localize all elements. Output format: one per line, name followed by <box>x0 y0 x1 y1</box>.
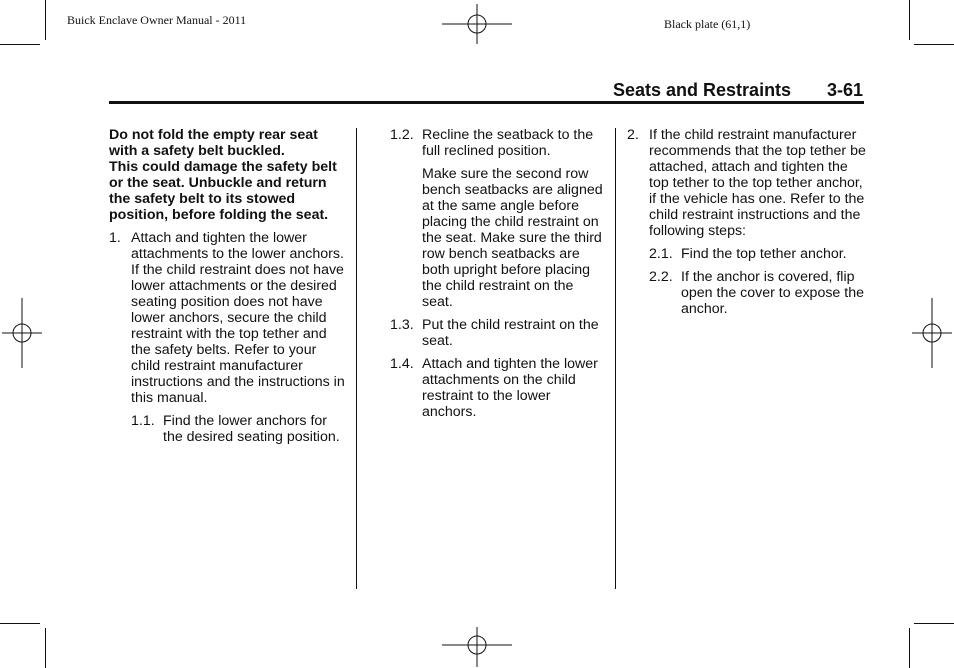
column-divider-1 <box>356 128 357 589</box>
step-number: 2. <box>627 127 639 143</box>
plate-label: Black plate (61,1) <box>664 17 751 31</box>
step-1-1 <box>131 413 349 445</box>
manual-title: Buick Enclave Owner Manual - 2011 <box>67 13 247 27</box>
crop-mark-bottom-right-v <box>909 628 910 668</box>
crop-mark-top-right-h <box>914 44 954 45</box>
warning-heading: Do not fold the empty rear seat with a safety belt buckled. <box>109 127 318 159</box>
step-text: Attach and tighten the lower attachments on the child restraint to the lower anchors. <box>422 356 598 420</box>
crop-mark-top-left-h <box>0 44 40 45</box>
step-text: If the child restraint manufacturer recommends that the top tether be attached, attach and tighten the top tether to the top tether anchor, if the vehicle has one. Refer to the child restraint instructions and the following steps: <box>649 127 866 239</box>
step-number: 2.1. <box>649 246 673 262</box>
crop-mark-bottom-left-h <box>0 623 40 624</box>
step-text: Find the lower anchors for the desired seating position. <box>163 413 340 445</box>
step-number: 1.3. <box>390 317 414 333</box>
column-2 <box>390 127 608 420</box>
page-number: 3-61 <box>827 80 864 100</box>
step-2-1 <box>649 246 867 262</box>
column-3 <box>627 127 867 317</box>
step-text: Recline the seatback to the full reclined position. <box>422 127 594 159</box>
step-text: Attach and tighten the lower attachments to the lower anchors. If the child restraint does not have lower attachments or the desired seating position does not have lower anchors, secure the child restraint with the top tether and the safety belts. Refer to your child restraint manufacturer instructions and the instructions in this manual. <box>131 230 345 406</box>
step-text: If the anchor is covered, flip open the cover to expose the anchor. <box>681 269 864 317</box>
header-rule <box>109 101 864 104</box>
crop-mark-bottom-right-h <box>914 623 954 624</box>
step-number: 1.4. <box>390 356 414 372</box>
step-1-4 <box>390 356 608 420</box>
warning-body: This could damage the safety belt or the seat. Unbuckle and return the safety belt to its stowed position, before folding the seat. <box>109 159 337 223</box>
step-1-2 <box>390 127 608 310</box>
step-2-2 <box>649 269 867 317</box>
registration-mark-left-icon <box>2 298 42 368</box>
registration-mark-bottom-icon <box>442 627 512 667</box>
step-note: Make sure the second row bench seatbacks are aligned at the same angle before placing the child restraint on the seat. Make sure the third row bench seatbacks are both upright before placing the child restraint on the seat. <box>422 166 603 310</box>
column-1 <box>109 127 349 445</box>
step-text: Find the top tether anchor. <box>681 246 847 262</box>
crop-mark-top-left-v <box>45 0 46 40</box>
section-title: Seats and Restraints <box>613 80 792 100</box>
crop-mark-top-right-v <box>909 0 910 40</box>
crop-mark-bottom-left-v <box>45 628 46 668</box>
column-divider-2 <box>615 128 616 589</box>
step-number: 2.2. <box>649 269 673 285</box>
step-number: 1.2. <box>390 127 414 143</box>
step-number: 1. <box>109 230 121 246</box>
step-2 <box>627 127 867 239</box>
step-number: 1.1. <box>131 413 155 429</box>
step-text: Put the child restraint on the seat. <box>422 317 599 349</box>
registration-mark-top-icon <box>442 4 512 44</box>
step-1-3 <box>390 317 608 349</box>
registration-mark-right-icon <box>912 298 952 368</box>
step-1 <box>109 230 349 406</box>
